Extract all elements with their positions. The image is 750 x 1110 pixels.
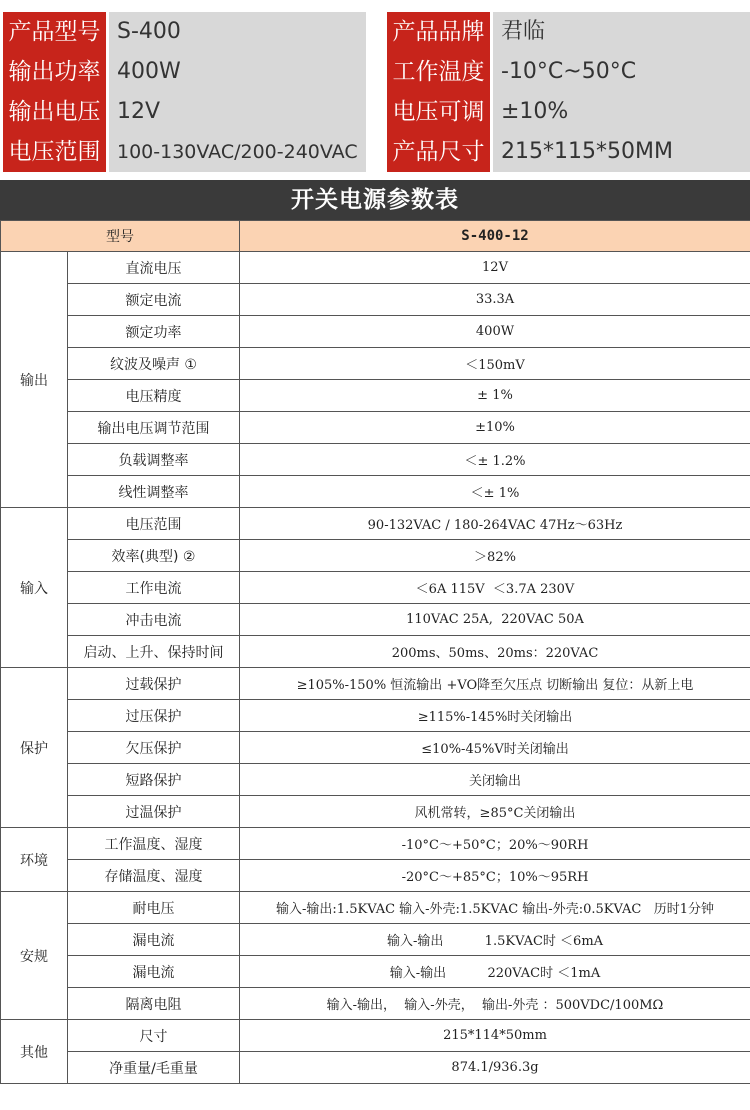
table-row (1, 476, 750, 508)
param-value: 33.3A (240, 284, 750, 316)
param-name: 冲击电流 (68, 604, 240, 636)
spec-label: 产品尺寸 (387, 132, 490, 172)
model-label: 型号 (1, 221, 240, 252)
table-row (1, 1052, 750, 1084)
table-title: 开关电源参数表 (0, 180, 750, 220)
spec-label: 电压可调 (387, 92, 490, 132)
param-name: 过压保护 (68, 700, 240, 732)
param-value: 输入-输出 1.5KVAC时 ＜6mA (240, 924, 750, 956)
param-value: ＞82% (240, 540, 750, 572)
param-name: 耐电压 (68, 892, 240, 924)
model-value: S-400-12 (240, 221, 750, 252)
spec-summary (0, 0, 750, 175)
spec-output-power (3, 52, 366, 92)
param-name: 纹波及噪声 ① (68, 348, 240, 380)
table-row (1, 348, 750, 380)
category-cell: 其他 (1, 1020, 68, 1084)
param-value: 输入-输出， 输入-外壳， 输出-外壳 ：500VDC/100MΩ (240, 988, 750, 1020)
param-value: 输入-输出:1.5KVAC 输入-外壳:1.5KVAC 输出-外壳:0.5KVAC 历时1分钟 (240, 892, 750, 924)
spec-label: 输出功率 (3, 52, 106, 92)
param-value: ≥105%-150% 恒流输出 +VO降至欠压点 切断输出 复位：从新上电 (240, 668, 750, 700)
spec-label: 工作温度 (387, 52, 490, 92)
param-name: 直流电压 (68, 252, 240, 284)
parameter-table (0, 220, 750, 1084)
spec-working-temp (387, 52, 750, 92)
table-row (1, 284, 750, 316)
param-value: ±10% (240, 412, 750, 444)
table-row (1, 604, 750, 636)
table-row (1, 956, 750, 988)
spec-value: S-400 (109, 12, 366, 52)
category-cell: 安规 (1, 892, 68, 1020)
param-value: ＜± 1.2% (240, 444, 750, 476)
category-cell: 环境 (1, 828, 68, 892)
table-row (1, 700, 750, 732)
spec-output-voltage (3, 92, 366, 132)
param-name: 电压范围 (68, 508, 240, 540)
param-value: ＜± 1% (240, 476, 750, 508)
param-name: 工作温度、湿度 (68, 828, 240, 860)
param-name: 存储温度、湿度 (68, 860, 240, 892)
param-name: 尺寸 (68, 1020, 240, 1052)
param-value: ≤10%-45%V时关闭输出 (240, 732, 750, 764)
table-row (1, 380, 750, 412)
table-row (1, 764, 750, 796)
param-value: 12V (240, 252, 750, 284)
param-value: 关闭输出 (240, 764, 750, 796)
param-name: 隔离电阻 (68, 988, 240, 1020)
spec-value: 400W (109, 52, 366, 92)
param-name: 电压精度 (68, 380, 240, 412)
category-cell: 输入 (1, 508, 68, 668)
param-name: 线性调整率 (68, 476, 240, 508)
spec-size (387, 132, 750, 172)
param-name: 过载保护 (68, 668, 240, 700)
param-name: 过温保护 (68, 796, 240, 828)
param-value: ≥115%-145%时关闭输出 (240, 700, 750, 732)
table-row (1, 924, 750, 956)
table-row (1, 572, 750, 604)
param-value: 215*114*50mm (240, 1020, 750, 1052)
table-row (1, 1020, 750, 1052)
spec-value: 君临 (493, 12, 750, 52)
table-row (1, 860, 750, 892)
table-row (1, 508, 750, 540)
param-value: ＜6A 115V ＜3.7A 230V (240, 572, 750, 604)
param-value: ± 1% (240, 380, 750, 412)
table-row (1, 988, 750, 1020)
spec-label: 产品型号 (3, 12, 106, 52)
param-value: -10°C～+50°C；20%～90RH (240, 828, 750, 860)
param-value: 输入-输出 220VAC时 ＜1mA (240, 956, 750, 988)
table-row (1, 444, 750, 476)
param-name: 负载调整率 (68, 444, 240, 476)
param-value: ＜150mV (240, 348, 750, 380)
param-name: 净重量/毛重量 (68, 1052, 240, 1084)
spec-value: 100-130VAC/200-240VAC (109, 132, 366, 172)
param-value: 200ms、50ms、20ms：220VAC (240, 636, 750, 668)
table-header-row (1, 221, 750, 252)
spec-value: ±10% (493, 92, 750, 132)
category-cell: 保护 (1, 668, 68, 828)
param-name: 漏电流 (68, 924, 240, 956)
param-name: 效率(典型) ② (68, 540, 240, 572)
param-value: 90-132VAC / 180-264VAC 47Hz～63Hz (240, 508, 750, 540)
spec-value: 215*115*50MM (493, 132, 750, 172)
param-name: 欠压保护 (68, 732, 240, 764)
table-row (1, 732, 750, 764)
param-value: 874.1/936.3g (240, 1052, 750, 1084)
spec-label: 输出电压 (3, 92, 106, 132)
table-row (1, 828, 750, 860)
param-name: 额定功率 (68, 316, 240, 348)
param-value: 400W (240, 316, 750, 348)
spec-brand (387, 12, 750, 52)
spec-model (3, 12, 366, 52)
table-row (1, 892, 750, 924)
spec-value: -10°C~50°C (493, 52, 750, 92)
param-value: -20°C～+85°C；10%～95RH (240, 860, 750, 892)
spec-voltage-adjust (387, 92, 750, 132)
table-row (1, 316, 750, 348)
spec-label: 产品品牌 (387, 12, 490, 52)
table-row (1, 636, 750, 668)
param-name: 短路保护 (68, 764, 240, 796)
spec-label: 电压范围 (3, 132, 106, 172)
table-row (1, 412, 750, 444)
table-row (1, 796, 750, 828)
param-name: 启动、上升、保持时间 (68, 636, 240, 668)
category-cell: 输出 (1, 252, 68, 508)
spec-value: 12V (109, 92, 366, 132)
table-row (1, 252, 750, 284)
param-name: 工作电流 (68, 572, 240, 604)
param-value: 110VAC 25A, 220VAC 50A (240, 604, 750, 636)
table-row (1, 540, 750, 572)
table-row (1, 668, 750, 700)
spec-voltage-range (3, 132, 366, 172)
param-name: 输出电压调节范围 (68, 412, 240, 444)
param-name: 漏电流 (68, 956, 240, 988)
param-value: 风机常转，≥85°C关闭输出 (240, 796, 750, 828)
param-name: 额定电流 (68, 284, 240, 316)
